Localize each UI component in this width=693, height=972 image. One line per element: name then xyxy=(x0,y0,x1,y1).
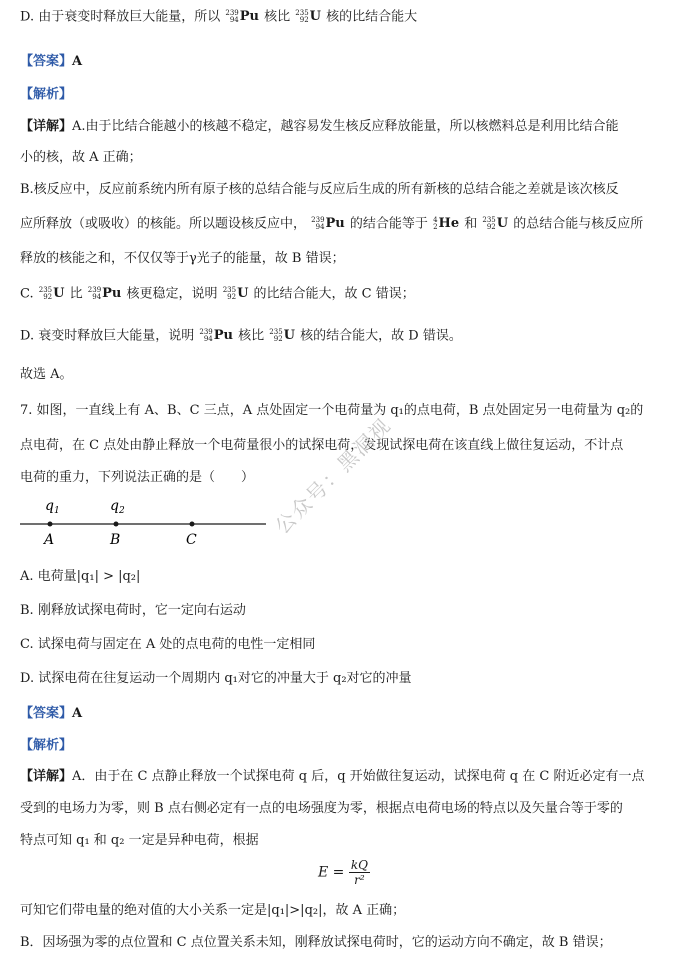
element-symbol: U xyxy=(309,9,321,24)
mass-number: 235 xyxy=(222,286,237,294)
element-symbol: U xyxy=(53,286,65,301)
detail-tag: 【详解】 xyxy=(20,769,73,784)
atomic-number: 92 xyxy=(227,293,237,301)
analysis-tag-2 xyxy=(20,737,72,755)
text: A.由于比结合能越小的核越不稳定，越容易发生核反应释放能量，所以核燃料总是利用比结合能 xyxy=(72,119,619,134)
answer-value: A xyxy=(72,54,83,69)
mass-number: 239 xyxy=(199,328,213,336)
analysis-tag: 【解析】 xyxy=(20,87,73,102)
detail-2-line-4: 可知它们带电量的绝对值的大小关系一定是|q₁|>|q₂|，故 A 正确； xyxy=(20,903,406,918)
answer-tag: 【答案】 xyxy=(20,54,73,69)
analysis-tag-1 xyxy=(20,86,72,104)
text: A．由于在 C 点静止释放一个试探电荷 q 后，q 开始做往复运动，试探电荷 q 在 C 附近必定有一点 xyxy=(72,769,645,784)
text: 比 xyxy=(69,286,83,302)
mass-number: 239 xyxy=(311,216,325,224)
label-b: B xyxy=(110,532,121,548)
label-q2: $q_2$ xyxy=(110,498,125,516)
mass-number: 235 xyxy=(482,216,496,224)
label-a: A xyxy=(44,532,55,548)
mass-number: 239 xyxy=(225,9,239,17)
nuclide-u xyxy=(269,327,295,345)
nuclide-u xyxy=(295,8,321,26)
label-q1: $q_1$ xyxy=(45,498,60,516)
nuclide-u xyxy=(223,285,249,303)
nuclide-pu xyxy=(225,8,259,26)
element-symbol: U xyxy=(283,328,295,343)
mass-number: 235 xyxy=(38,286,53,294)
atomic-number: 92 xyxy=(299,16,309,24)
nuclide-he xyxy=(433,215,459,233)
option-a: A. 电荷量|q₁| > |q₂| xyxy=(20,569,141,584)
text: 的结合能等于 xyxy=(349,216,428,232)
atomic-number: 94 xyxy=(315,223,325,231)
text: 的比结合能大，故 C 错误； xyxy=(253,286,415,302)
atomic-number: 92 xyxy=(486,223,496,231)
mass-number: 235 xyxy=(269,328,283,336)
coulomb-formula xyxy=(318,858,370,887)
atomic-number: 92 xyxy=(43,293,53,301)
point-a-dot xyxy=(48,522,53,527)
detail-2 xyxy=(20,768,644,786)
charge-diagram xyxy=(20,492,280,552)
nuclide-pu xyxy=(88,285,122,303)
option-b-analysis-3: 释放的核能之和，不仅仅等于γ光子的能量，故 B 错误； xyxy=(20,251,345,266)
text: 的总结合能与核反应所 xyxy=(513,216,644,232)
nuclide-pu xyxy=(311,215,345,233)
formula-lhs: E = xyxy=(318,864,345,881)
text: C. xyxy=(20,286,34,302)
question-7-line-1: 7. 如图，一直线上有 A、B、C 三点，A 点处固定一个电荷量为 q₁的点电荷，B 点处固定另一电荷量为 q₂的 xyxy=(20,403,644,418)
text: 应所释放（或吸收）的核能。所以题设核反应中， xyxy=(20,216,307,232)
conclusion: 故选 A。 xyxy=(20,367,73,382)
watermark: 公众号：黑洞视 xyxy=(270,412,396,539)
option-c-analysis xyxy=(20,285,415,304)
mass-number: 239 xyxy=(87,286,102,294)
text: 核比 xyxy=(238,328,265,344)
answer-1 xyxy=(20,53,82,71)
element-symbol: Pu xyxy=(239,9,259,24)
question-7-line-2: 点电荷，在 C 点处由静止释放一个电荷量很小的试探电荷，发现试探电荷在该直线上做往复运动，不计点 xyxy=(20,438,624,453)
option-b: B. 刚释放试探电荷时，它一定向右运动 xyxy=(20,603,246,618)
nuclide-pu xyxy=(199,327,233,345)
text: D. 衰变时释放巨大能量，说明 xyxy=(20,328,195,344)
text: 核更稳定，说明 xyxy=(126,286,218,302)
text: D. 由于衰变时释放巨大能量，所以 xyxy=(20,9,221,25)
detail-1 xyxy=(20,118,619,136)
numerator: kQ xyxy=(350,858,368,872)
detail-1-cont: 小的核，故 A 正确； xyxy=(20,150,142,165)
detail-2-line-3: 特点可知 q₁ 和 q₂ 一定是异种电荷，根据 xyxy=(20,833,259,848)
mass-number: 4 xyxy=(433,216,438,224)
element-symbol: Pu xyxy=(325,216,345,231)
element-symbol: U xyxy=(237,286,249,301)
answer-2 xyxy=(20,705,82,723)
element-symbol: U xyxy=(496,216,509,231)
prev-option-d xyxy=(20,8,417,27)
atomic-number: 94 xyxy=(229,16,239,24)
option-d-analysis xyxy=(20,327,462,346)
text: 核的结合能大，故 D 错误。 xyxy=(300,328,462,344)
text: 核的比结合能大 xyxy=(326,9,418,25)
detail-tag: 【详解】 xyxy=(20,119,73,134)
answer-value: A xyxy=(72,706,83,721)
atomic-number: 92 xyxy=(273,335,283,343)
text: 和 xyxy=(464,216,478,232)
atomic-number: 2 xyxy=(433,223,438,231)
option-b-analysis: B.核反应中，反应前系统内所有原子核的总结合能与反应后生成的所有新核的总结合能之差就是该次核反 xyxy=(20,182,619,197)
text: 核比 xyxy=(264,9,291,25)
element-symbol: Pu xyxy=(213,328,233,343)
mass-number: 235 xyxy=(295,9,309,17)
answer-tag: 【答案】 xyxy=(20,706,73,721)
option-d: D. 试探电荷在往复运动一个周期内 q₁对它的冲量大于 q₂对它的冲量 xyxy=(20,671,412,686)
point-c-dot xyxy=(190,522,195,527)
element-symbol: Pu xyxy=(102,286,122,301)
nuclide-u xyxy=(482,215,508,233)
analysis-tag: 【解析】 xyxy=(20,738,73,753)
denominator: r² xyxy=(354,873,365,887)
fraction xyxy=(349,858,370,887)
detail-2-line-5: B．因场强为零的点位置和 C 点位置关系未知，刚释放试探电荷时，它的运动方向不确定，故 B 错误； xyxy=(20,935,612,950)
option-b-analysis-2 xyxy=(20,215,643,234)
question-7-line-3: 电荷的重力，下列说法正确的是（ ） xyxy=(20,470,255,485)
nuclide-u xyxy=(39,285,65,303)
point-b-dot xyxy=(114,522,119,527)
atomic-number: 94 xyxy=(92,293,102,301)
label-c: C xyxy=(186,532,197,548)
detail-2-line-2: 受到的电场力为零，则 B 点右侧必定有一点的电场强度为零，根据点电荷电场的特点以及矢量合等于零的 xyxy=(20,801,623,816)
element-symbol: He xyxy=(438,216,460,231)
atomic-number: 94 xyxy=(203,335,213,343)
option-c: C. 试探电荷与固定在 A 处的点电荷的电性一定相同 xyxy=(20,637,316,652)
